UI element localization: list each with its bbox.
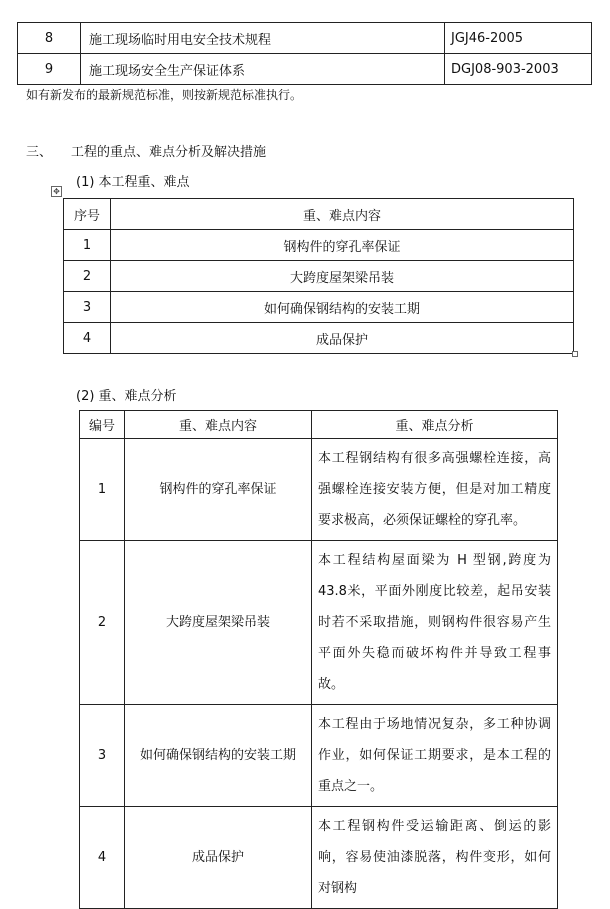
table-resize-handle[interactable] xyxy=(572,351,578,357)
table-row xyxy=(64,230,574,261)
table-row xyxy=(64,292,574,323)
table-row xyxy=(80,705,558,807)
header-content: 重、难点内容 xyxy=(125,411,312,439)
row-content: 成品保护 xyxy=(111,323,574,354)
standard-code: JGJ46-2005 xyxy=(445,23,592,54)
analysis-table xyxy=(79,410,558,909)
row-content: 如何确保钢结构的安装工期 xyxy=(111,292,574,323)
table-row xyxy=(18,54,592,85)
row-content: 大跨度屋架梁吊装 xyxy=(125,541,312,705)
table-row xyxy=(64,323,574,354)
table-header-row xyxy=(80,411,558,439)
standard-code: DGJ08-903-2003 xyxy=(445,54,592,85)
table-row xyxy=(18,23,592,54)
section-number: 三、 xyxy=(26,145,53,160)
row-analysis: 本工程由于场地情况复杂，多工种协调作业，如何保证工期要求，是本工程的重点之一。 xyxy=(312,705,558,807)
row-number: 1 xyxy=(64,230,111,261)
row-number: 1 xyxy=(80,439,125,541)
row-content: 钢构件的穿孔率保证 xyxy=(111,230,574,261)
header-analysis: 重、难点分析 xyxy=(312,411,558,439)
subsection-1-title: (1) 本工程重、难点 xyxy=(76,175,190,190)
row-number: 3 xyxy=(64,292,111,323)
key-points-table xyxy=(63,198,574,354)
standards-table xyxy=(17,22,592,85)
row-number: 3 xyxy=(80,705,125,807)
table-row xyxy=(80,541,558,705)
row-content: 钢构件的穿孔率保证 xyxy=(125,439,312,541)
header-no: 序号 xyxy=(64,199,111,230)
row-content: 如何确保钢结构的安装工期 xyxy=(125,705,312,807)
standard-name: 施工现场安全生产保证体系 xyxy=(81,54,445,85)
row-analysis: 本工程钢构件受运输距离、倒运的影响，容易使油漆脱落，构件变形，如何对钢构 xyxy=(312,807,558,909)
row-number: 8 xyxy=(18,23,81,54)
row-number: 9 xyxy=(18,54,81,85)
row-content: 成品保护 xyxy=(125,807,312,909)
standards-note: 如有新发布的最新规范标准，则按新规范标准执行。 xyxy=(26,88,303,102)
row-analysis: 本工程结构屋面梁为 H 型钢,跨度为 43.8米，平面外刚度比较差，起吊安装时若不采取措施，则钢构件很容易产生平面外失稳而破坏构件并导致工程事故。 xyxy=(312,541,558,705)
subsection-2-title: (2) 重、难点分析 xyxy=(76,389,177,404)
row-number: 4 xyxy=(64,323,111,354)
standard-name: 施工现场临时用电安全技术规程 xyxy=(81,23,445,54)
header-content: 重、难点内容 xyxy=(111,199,574,230)
section-title: 工程的重点、难点分析及解决措施 xyxy=(71,145,267,160)
row-number: 2 xyxy=(64,261,111,292)
table-row xyxy=(80,439,558,541)
row-content: 大跨度屋架梁吊装 xyxy=(111,261,574,292)
row-number: 2 xyxy=(80,541,125,705)
row-analysis: 本工程钢结构有很多高强螺栓连接，高强螺栓连接安装方便，但是对加工精度要求极高，必须保证螺栓的穿孔率。 xyxy=(312,439,558,541)
table-row xyxy=(64,261,574,292)
row-number: 4 xyxy=(80,807,125,909)
table-move-handle-icon[interactable]: ✥ xyxy=(51,186,62,197)
table-header-row xyxy=(64,199,574,230)
header-no: 编号 xyxy=(80,411,125,439)
table-row xyxy=(80,807,558,909)
